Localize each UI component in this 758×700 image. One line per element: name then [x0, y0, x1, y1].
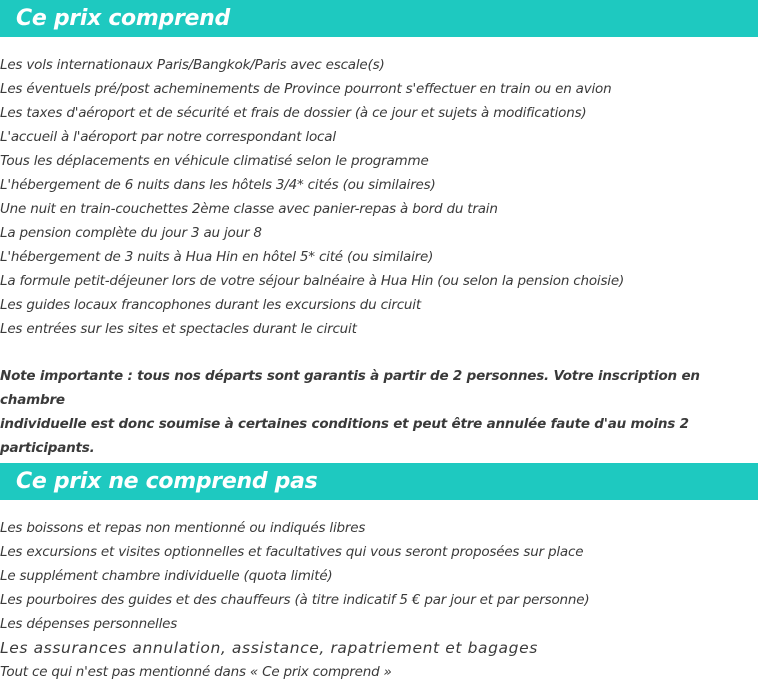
excludes-list: [0, 516, 758, 684]
list-item: Les boissons et repas non mentionné ou indiqués libres: [0, 520, 366, 536]
list-item: Les excursions et visites optionnelles et facultatives qui vous seront proposées sur place: [0, 544, 584, 560]
important-note-line-1: Note importante : tous nos départs sont garantis à partir de 2 personnes. Votre inscription en chambre: [0, 368, 700, 408]
includes-section-header: [0, 0, 758, 37]
includes-section-title: Ce prix comprend: [16, 6, 230, 31]
excludes-section-title: Ce prix ne comprend pas: [16, 469, 318, 494]
includes-list: [0, 53, 758, 341]
list-item: Les guides locaux francophones durant les excursions du circuit: [0, 297, 421, 313]
list-item: Les assurances annulation, assistance, rapatriement et bagages: [0, 639, 538, 657]
important-note-line-2: individuelle est donc soumise à certaines conditions et peut être annulée faute d'au moins 2 participants.: [0, 416, 689, 456]
list-item: L'hébergement de 3 nuits à Hua Hin en hôtel 5* cité (ou similaire): [0, 249, 434, 265]
list-item: Tout ce qui n'est pas mentionné dans « Ce prix comprend »: [0, 664, 392, 680]
list-item: Le supplément chambre individuelle (quota limité): [0, 568, 333, 584]
list-item: Les éventuels pré/post acheminements de Province pourront s'effectuer en train ou en avion: [0, 81, 612, 97]
list-item: Les vols internationaux Paris/Bangkok/Paris avec escale(s): [0, 57, 385, 73]
list-item: Les pourboires des guides et des chauffeurs (à titre indicatif 5 € par jour et par personne): [0, 592, 590, 608]
excludes-section-header: [0, 463, 758, 500]
important-note: [0, 364, 758, 460]
list-item: L'accueil à l'aéroport par notre correspondant local: [0, 129, 336, 145]
list-item: La pension complète du jour 3 au jour 8: [0, 225, 262, 241]
list-item: Une nuit en train-couchettes 2ème classe avec panier-repas à bord du train: [0, 201, 498, 217]
list-item: Les taxes d'aéroport et de sécurité et frais de dossier (à ce jour et sujets à modifications): [0, 105, 587, 121]
list-item: La formule petit-déjeuner lors de votre séjour balnéaire à Hua Hin (ou selon la pension choisie): [0, 273, 625, 289]
list-item: Les entrées sur les sites et spectacles durant le circuit: [0, 321, 357, 337]
list-item: L'hébergement de 6 nuits dans les hôtels 3/4* cités (ou similaires): [0, 177, 436, 193]
list-item: Les dépenses personnelles: [0, 616, 178, 632]
list-item: Tous les déplacements en véhicule climatisé selon le programme: [0, 153, 429, 169]
